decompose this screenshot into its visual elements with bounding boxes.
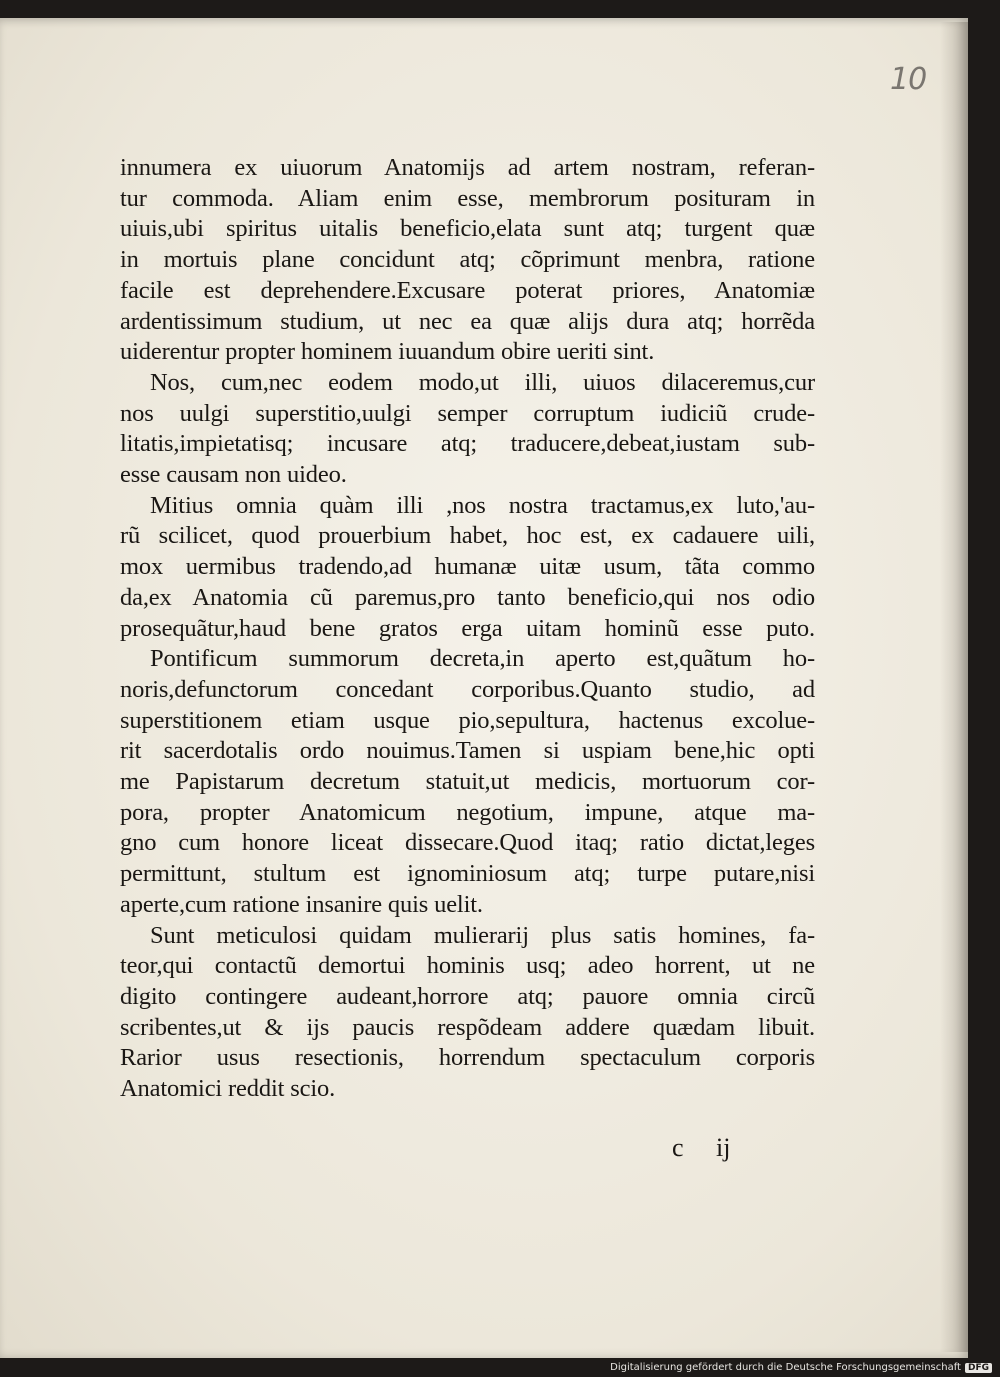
text-line: superstitionem etiam usque pio,sepultura, hactenus excolue-: [120, 706, 815, 734]
text-line: me Papistarum decretum statuit,ut medicis, mortuorum cor-: [120, 768, 815, 796]
text-line: rit sacerdotalis ordo nouimus.Tamen si uspiam bene,hic opti: [120, 737, 815, 765]
text-line: rũ scilicet, quod prouerbium habet, hoc est, ex cadauere uili,: [120, 522, 815, 550]
text-line: Sunt meticulosi quidam mulierarij plus satis homines, fa-: [150, 921, 815, 949]
text-line: uiderentur propter hominem iuuandum obire ueriti sint.: [120, 338, 655, 366]
page-edge-shadow: [940, 22, 968, 1352]
text-line: in mortuis plane concidunt atq; cõprimunt menbra, ratione: [120, 246, 815, 274]
text-line: noris,defunctorum concedant corporibus.Quanto studio, ad: [120, 675, 815, 703]
text-line: nos uulgi superstitio,uulgi semper corruptum iudiciũ crude-: [120, 399, 815, 427]
text-line: facile est deprehendere.Excusare poterat priores, Anatomiæ: [120, 276, 815, 304]
text-line: gno cum honore liceat dissecare.Quod itaq; ratio dictat,leges: [120, 829, 815, 857]
text-line: Pontificum summorum decreta,in aperto est,quãtum ho-: [150, 645, 815, 673]
text-line: Anatomici reddit scio.: [120, 1075, 336, 1103]
text-line: esse causam non uideo.: [120, 461, 347, 489]
text-line: Nos, cum,nec eodem modo,ut illi, uiuos dilaceremus,cur: [150, 368, 815, 396]
text-line: digito contingere audeant,horrore atq; pauore omnia circũ: [120, 982, 815, 1010]
text-line: uiuis,ubi spiritus uitalis beneficio,elata sunt atq; turgent quæ: [120, 215, 815, 243]
signature-mark: c ij: [672, 1133, 731, 1162]
text-line: teor,qui contactũ demortui hominis usq; adeo horrent, ut ne: [120, 952, 815, 980]
text-line: Rarior usus resectionis, horrendum spectaculum corporis: [120, 1044, 815, 1072]
folio-number: 10: [890, 62, 927, 97]
text-line: mox uermibus tradendo,ad humanæ uitæ usum, tãta commo: [120, 553, 815, 581]
body-text: [120, 153, 815, 1105]
text-line: innumera ex uiuorum Anatomijs ad artem nostram, referan-: [120, 154, 815, 181]
text-line: pora, propter Anatomicum negotium, impune, atque ma-: [120, 798, 815, 826]
dfg-logo-icon: DFG: [965, 1363, 992, 1373]
text-line: prosequãtur,haud bene gratos erga uitam hominũ esse puto.: [120, 614, 815, 642]
text-line: ardentissimum studium, ut nec ea quæ alijs dura atq; horrẽda: [120, 307, 815, 335]
footer-credit: [610, 1362, 992, 1373]
text-line: aperte,cum ratione insanire quis uelit.: [120, 890, 483, 918]
footer-text: Digitalisierung gefördert durch die Deutsche Forschungsgemeinschaft: [610, 1362, 961, 1373]
text-line: da,ex Anatomia cũ paremus,pro tanto beneficio,qui nos odio: [120, 583, 815, 611]
text-line: scribentes,ut & ijs paucis respõdeam addere quædam libuit.: [120, 1013, 815, 1041]
text-line: litatis,impietatisq; incusare atq; traducere,debeat,iustam sub-: [120, 430, 815, 458]
text-line: Mitius omnia quàm illi ,nos nostra tractamus,ex luto,'au-: [150, 491, 815, 519]
text-line: permittunt, stultum est ignominiosum atq; turpe putare,nisi: [120, 860, 815, 888]
text-line: tur commoda. Aliam enim esse, membrorum posituram in: [120, 184, 815, 212]
